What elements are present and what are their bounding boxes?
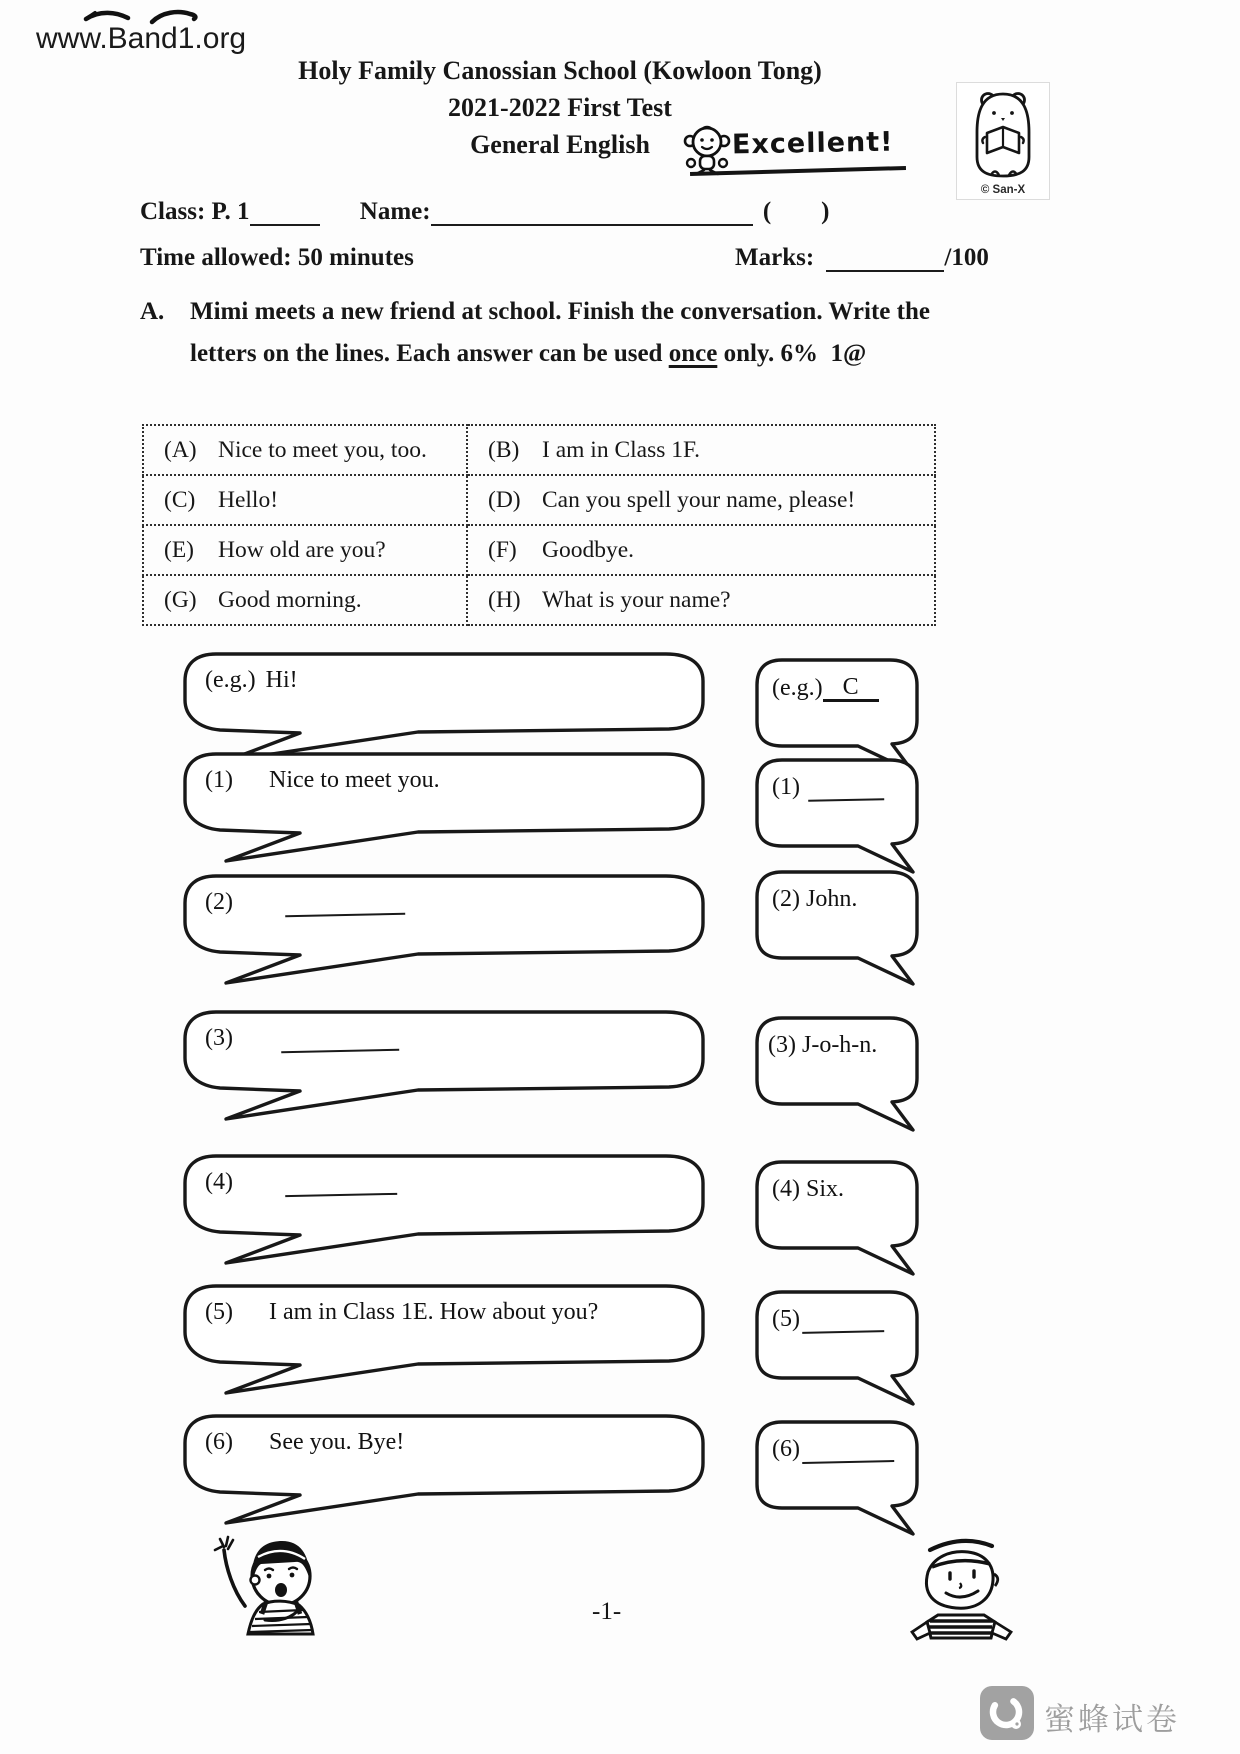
sticker-credit: © San-X (980, 184, 1026, 196)
bubble-phrase: Hi! (265, 667, 298, 693)
option-text: Can you spell your name, please! (542, 486, 856, 513)
answer-bank-row (143, 575, 935, 625)
option-label: (C) (164, 486, 196, 513)
brand-watermark (980, 1686, 1220, 1742)
school-name: Holy Family Canossian School (Kowloon Tong) (298, 56, 822, 85)
bubble-text-right (772, 674, 879, 702)
bubble-phrase: J-o-h-n. (801, 1032, 878, 1058)
speech-bubble-right (750, 754, 924, 876)
option-label: (E) (164, 536, 195, 563)
time-allowed-label: Time allowed: 50 minutes (140, 244, 414, 271)
bubble-phrase: I am in Class 1E. How about you? (268, 1299, 599, 1325)
paren-marks: ( ) (762, 198, 830, 225)
answer-option-cell (467, 425, 935, 475)
speech-bubble-left (172, 1280, 714, 1400)
answer-blank[interactable] (285, 892, 405, 918)
bubble-label: (6) (772, 1436, 800, 1462)
bubble-text-left (205, 889, 405, 916)
bubble-label: (1) (772, 774, 800, 800)
answer-blank[interactable] (285, 1172, 397, 1197)
speech-bubble-right (750, 1416, 924, 1538)
class-blank[interactable] (250, 201, 320, 226)
speech-bubble-left (172, 1410, 714, 1530)
bubble-text-left (205, 1025, 399, 1052)
speech-bubble-right (750, 866, 924, 988)
bubble-label: (4) (772, 1176, 800, 1202)
bubble-phrase: Six. (805, 1176, 844, 1202)
answer-option-cell (143, 425, 467, 475)
option-text: Goodbye. (542, 536, 635, 563)
excellent-stamp-label: Excellent! (731, 126, 894, 161)
test-title: 2021-2022 First Test (448, 93, 672, 122)
answer-option-cell (467, 475, 935, 525)
option-label: (G) (164, 586, 197, 613)
brand-logo-icon (980, 1686, 1034, 1740)
bubble-text-right (772, 1176, 844, 1203)
speech-bubble-left (172, 870, 714, 990)
answer-bank-row (143, 475, 935, 525)
answer-blank[interactable] (802, 1309, 884, 1334)
bubble-text-left (205, 1169, 397, 1196)
marks-total: /100 (944, 244, 989, 271)
bubble-text-left (205, 1299, 598, 1326)
bubble-text-right (768, 1032, 877, 1059)
answer-blank[interactable] (802, 1439, 894, 1464)
marks-label: Marks: (735, 244, 815, 271)
bubble-text-right (772, 774, 884, 801)
marks-blank[interactable] (826, 247, 944, 272)
answer-blank[interactable] (281, 1028, 399, 1053)
boy-cartoon (898, 1536, 1024, 1650)
option-text: What is your name? (542, 586, 731, 613)
section-a-number: A. (140, 298, 165, 325)
page-number: -1- (592, 1598, 622, 1625)
bubble-label: (4) (205, 1169, 233, 1195)
answer-bank-table (142, 424, 936, 626)
bubble-phrase: John. (805, 886, 858, 912)
name-label: Name: (359, 198, 431, 225)
bubble-label: (5) (205, 1299, 233, 1325)
option-text: Good morning. (218, 586, 362, 613)
option-label: (A) (164, 436, 197, 463)
subject-title: General English (470, 130, 650, 159)
speech-bubble-right (750, 1156, 924, 1278)
answer-option-cell (143, 575, 467, 625)
class-label: Class: P. 1 (140, 198, 250, 225)
name-blank[interactable] (431, 201, 753, 226)
option-label: (D) (488, 486, 521, 513)
option-label: (B) (488, 436, 520, 463)
student-info-line (140, 198, 1100, 226)
site-watermark: www.Band1.org (36, 22, 247, 55)
speech-bubble-left (172, 1150, 714, 1270)
bubble-label: (3) (205, 1025, 233, 1051)
answer-option-cell (467, 575, 935, 625)
once-underlined-word: once (668, 340, 718, 367)
answer-blank[interactable] (808, 777, 884, 802)
answer-bank-row (143, 525, 935, 575)
answer-bank-row (143, 425, 935, 475)
bubble-label: (2) (205, 889, 233, 915)
brand-name: 蜜蜂试卷 (1044, 1702, 1180, 1737)
speech-bubble-right (750, 1286, 924, 1408)
bubble-text-left (205, 667, 298, 694)
bubble-phrase: Nice to meet you. (268, 767, 440, 793)
bubble-text-left (205, 767, 440, 794)
answer-option-cell (143, 525, 467, 575)
bubble-label: (e.g.) (205, 667, 256, 693)
example-answer: C (823, 674, 879, 702)
bubble-label: (2) (772, 886, 800, 912)
instruction-line-2: letters on the lines. Each answer can be used once only. 6% 1@ (190, 340, 867, 367)
option-text: Nice to meet you, too. (218, 436, 427, 463)
speech-bubble-right (750, 1012, 924, 1134)
bear-reading-icon (965, 87, 1041, 179)
sanx-sticker (956, 82, 1050, 200)
option-text: How old are you? (218, 536, 386, 563)
bubble-label: (6) (205, 1429, 233, 1455)
bubble-phrase: See you. Bye! (268, 1429, 405, 1455)
bubble-text-left (205, 1429, 404, 1456)
excellent-stamp (682, 122, 912, 182)
girl-cartoon (203, 1532, 335, 1668)
speech-bubble-left (172, 748, 714, 868)
section-a-instructions (140, 298, 1120, 368)
option-label: (H) (488, 586, 521, 613)
option-label: (F) (488, 536, 517, 563)
bubble-label: (1) (205, 767, 233, 793)
bubble-label: (e.g.) (772, 675, 823, 701)
bubble-label: (5) (772, 1306, 800, 1332)
option-text: Hello! (218, 486, 279, 513)
instruction-line-1: Mimi meets a new friend at school. Finish the conversation. Write the (190, 298, 930, 325)
bubble-text-right (772, 886, 857, 913)
bubble-text-right (772, 1306, 884, 1333)
bubble-label: (3) (768, 1032, 796, 1058)
speech-bubble-left (172, 1006, 714, 1126)
option-text: I am in Class 1F. (542, 436, 701, 463)
answer-option-cell (143, 475, 467, 525)
bubble-text-right (772, 1436, 894, 1463)
answer-option-cell (467, 525, 935, 575)
